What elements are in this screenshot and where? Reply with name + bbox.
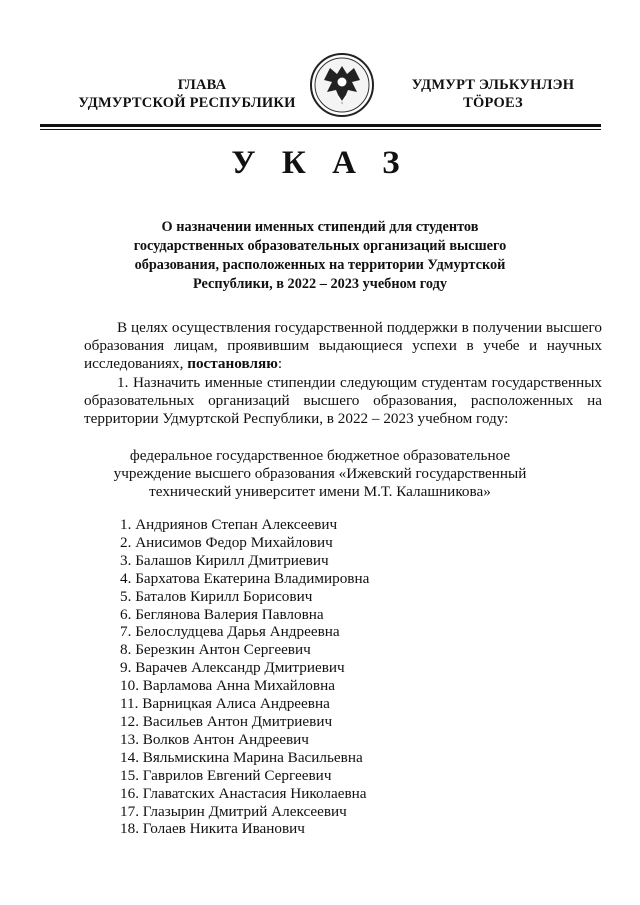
- student-list-item: 2. Анисимов Федор Михайлович: [120, 533, 333, 551]
- header-right: [388, 76, 598, 112]
- header-left-line2: УДМУРТСКОЙ РЕСПУБЛИКИ: [78, 95, 296, 111]
- student-list-item: 8. Березкин Антон Сергеевич: [120, 641, 311, 659]
- header-right-line2: ТӦРОЕЗ: [463, 95, 523, 111]
- udmurt-republic-emblem-icon: [308, 52, 376, 118]
- preamble-paragraph: [84, 319, 602, 373]
- student-list-item: 10. Варламова Анна Михайловна: [120, 677, 335, 695]
- organization-name: федеральное государственное бюджетное образовательное учреждение высшего образования «Ижевский государственный технический университет имени М.Т. Калашникова»: [113, 447, 527, 500]
- student-list-item: 18. Голаев Никита Иванович: [120, 820, 305, 838]
- student-list-item: 14. Вяльмискина Марина Васильевна: [120, 748, 363, 766]
- preamble-keyword: постановляю: [187, 355, 278, 372]
- clause-1-paragraph: 1. Назначить именные стипендии следующим студентам государственных образовательных организаций высшего образования, расположенных на территории Удмуртской Республики, в 2022 – 2023 учебном году:: [84, 374, 602, 427]
- student-list-item: 6. Беглянова Валерия Павловна: [120, 605, 324, 623]
- document-title: У К А З: [231, 145, 409, 181]
- student-list-item: 3. Балашов Кирилл Дмитриевич: [120, 551, 329, 569]
- header-divider-thin: [40, 129, 601, 130]
- students-list: [120, 516, 369, 838]
- student-list-item: 17. Глазырин Дмитрий Алексеевич: [120, 802, 347, 820]
- decree-subject: О назначении именных стипендий для студентов государственных образовательных организаций высшего образования, расположенных на территории Удмуртской Республики, в 2022 – 2023 учебном году: [133, 219, 507, 292]
- student-list-item: 5. Баталов Кирилл Борисович: [120, 587, 313, 605]
- student-list-item: 11. Варницкая Алиса Андреевна: [120, 695, 330, 713]
- student-list-item: 4. Бархатова Екатерина Владимировна: [120, 569, 370, 587]
- header-divider-thick: [40, 124, 601, 127]
- student-list-item: 13. Волков Антон Андреевич: [120, 730, 309, 748]
- preamble-text: В целях осуществления государственной поддержки в получении высшего образования лицам, проявившим выдающиеся успехи в учебе и научных исследованиях,: [84, 319, 602, 372]
- student-list-item: 9. Варачев Александр Дмитриевич: [120, 659, 345, 677]
- header-left-line1: ГЛАВА: [177, 77, 227, 93]
- student-list-item: 7. Белослудцева Дарья Андреевна: [120, 623, 340, 641]
- student-list-item: 16. Главатских Анастасия Николаевна: [120, 784, 367, 802]
- preamble-colon: :: [277, 355, 283, 372]
- student-list-item: 12. Васильев Антон Дмитриевич: [120, 712, 333, 730]
- header-left: [64, 76, 310, 112]
- header-right-line1: УДМУРТ ЭЛЬКУНЛЭН: [411, 77, 575, 93]
- student-list-item: 15. Гаврилов Евгений Сергеевич: [120, 766, 332, 784]
- student-list-item: 1. Андриянов Степан Алексеевич: [120, 516, 338, 533]
